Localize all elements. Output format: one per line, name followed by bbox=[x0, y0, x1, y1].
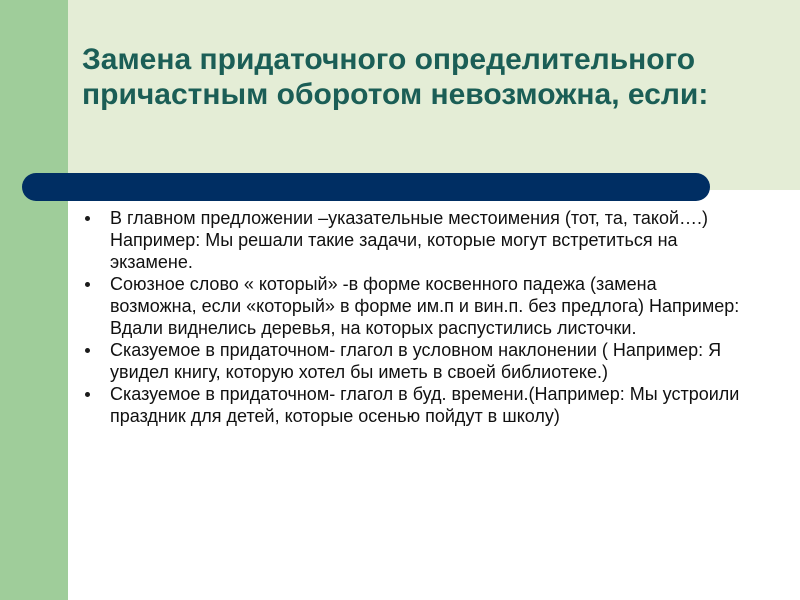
bullet-dot-icon bbox=[85, 216, 90, 221]
bullet-dot-icon bbox=[85, 348, 90, 353]
bullet-dot-icon bbox=[85, 282, 90, 287]
bullet-text: В главном предложении –указательные местоимения (тот, та, такой….) Например: Мы решали такие задачи, которые могут встретиться на экзамене. bbox=[110, 208, 709, 272]
bullet-dot-icon bbox=[85, 392, 90, 397]
bullet-item bbox=[82, 207, 742, 273]
title-divider-bar bbox=[22, 173, 710, 201]
bullet-text: Союзное слово « который» -в форме косвенного падежа (замена возможна, если «который» в форме им.п и вин.п. без предлога) Например: Вдали виднелись деревья, на которых распустились листочки. bbox=[110, 274, 740, 338]
bullet-text: Сказуемое в придаточном- глагол в буд. времени.(Например: Мы устроили праздник для детей, которые осенью пойдут в школу) bbox=[110, 384, 740, 426]
bullet-item bbox=[82, 339, 742, 383]
bullet-item bbox=[82, 383, 742, 427]
slide-title: Замена придаточного определительного причастным оборотом невозможна, если: bbox=[82, 43, 709, 111]
bullet-list bbox=[82, 207, 742, 427]
bullet-item bbox=[82, 273, 742, 339]
bullet-text: Сказуемое в придаточном- глагол в условном наклонении ( Например: Я увидел книгу, которую хотел бы иметь в своей библиотеке.) bbox=[110, 340, 722, 382]
